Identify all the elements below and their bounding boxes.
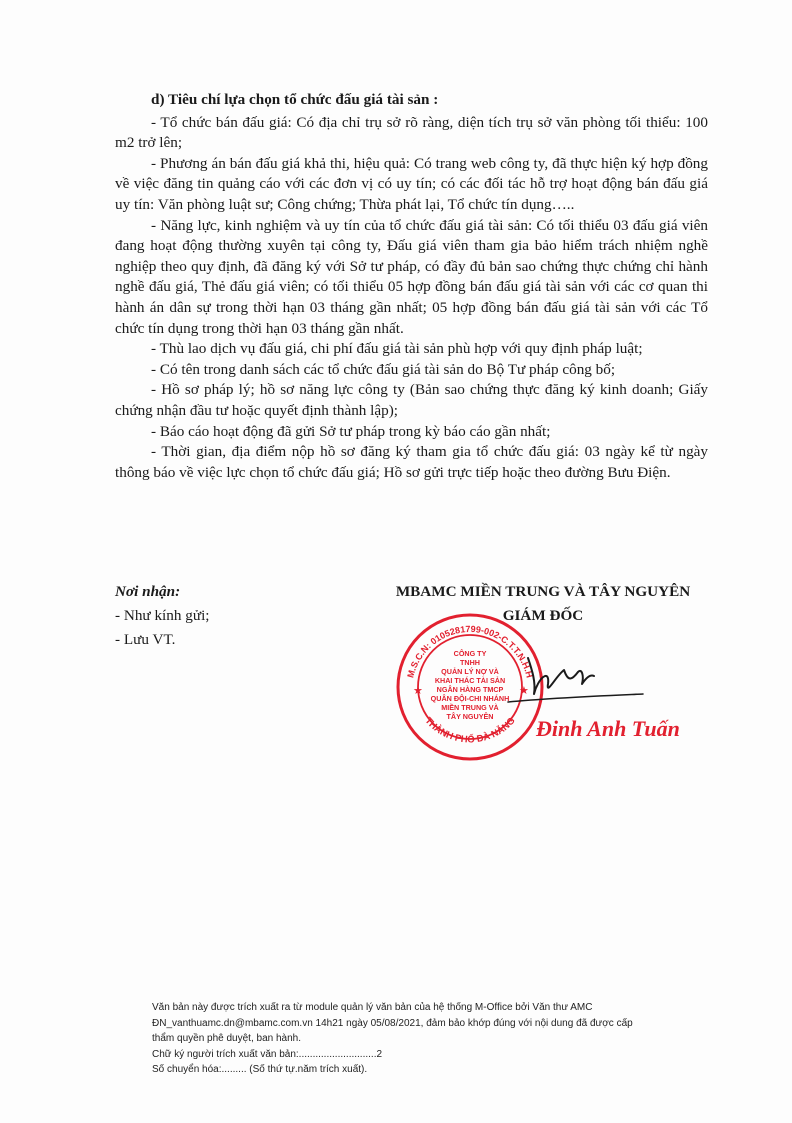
criterion-paragraph: - Hồ sơ pháp lý; hồ sơ năng lực công ty (Bản sao chứng thực đăng ký kinh doanh; Giấy chứng nhận đầu tư hoặc quyết định thành lập);: [115, 381, 708, 419]
criterion-paragraph: - Báo cáo hoạt động đã gửi Sở tư pháp trong kỳ báo cáo gần nhất;: [151, 422, 551, 440]
seal-star-icon: ★: [413, 685, 423, 697]
seal-center-line: TÂY NGUYÊN: [446, 712, 494, 721]
seal-star-icon: ★: [519, 685, 529, 697]
criterion-paragraph: - Năng lực, kinh nghiệm và uy tín của tổ chức đấu giá tài sản: Có tối thiểu 03 đấu giá viên đang hoạt động thường xuyên tại công ty, Đấu giá viên tham gia bảo hiểm trách nhiệm nghề nghiệp theo quy định, đã đăng ký với Sở tư pháp, có đầy đủ bản sao chứng thực chứng chỉ hành nghề đấu giá, Thẻ đấu giá viên; có tối thiểu 05 hợp đồng bán đấu giá tài sản với các cơ quan thi hành án dân sự trong thời hạn 03 tháng gần nhất; 05 hợp đồng bán đấu giá tài sản với các Tổ chức tín dụng trong thời hạn 03 tháng gần nhất.: [115, 216, 708, 337]
seal-center-line: QUÂN ĐỘI-CHI NHÁNH: [430, 694, 510, 703]
criterion-paragraph: - Thù lao dịch vụ đấu giá, chi phí đấu giá tài sản phù hợp với quy định pháp luật;: [151, 340, 643, 358]
seal-center-line: KHAI THÁC TÀI SẢN: [434, 676, 506, 685]
footer-line: Văn bản này được trích xuất ra từ module quản lý văn bản của hệ thống M-Office bởi Văn thư AMC: [152, 1002, 593, 1013]
handwritten-signature: [498, 640, 648, 710]
recipients-block: [115, 580, 365, 652]
recipients-title: Nơi nhận:: [115, 583, 181, 600]
extraction-footer: [152, 1000, 652, 1078]
criterion-paragraph: - Thời gian, địa điểm nộp hồ sơ đăng ký tham gia tổ chức đấu giá: 03 ngày kể từ ngày thông báo về việc lực chọn tổ chức đấu giá; Hồ sơ gửi trực tiếp hoặc theo đường Bưu Điện.: [115, 443, 708, 481]
seal-center-line: MIỀN TRUNG VÀ: [441, 703, 499, 712]
recipient-line: - Như kính gửi;: [115, 607, 210, 624]
organization-name: MBAMC MIỀN TRUNG VÀ TÂY NGUYÊN: [395, 583, 691, 600]
footer-line: Số chuyển hóa:......... (Số thứ tự.năm trích xuất).: [152, 1064, 368, 1076]
seal-center-line: NGÂN HÀNG TMCP: [436, 685, 504, 694]
seal-ring-text: M.S.C.N: 0105281799-002-C.T.T.N.H.H: [405, 623, 535, 679]
seal-center-line: CÔNG TY: [453, 649, 487, 658]
footer-line: thẩm quyền phê duyệt, ban hành.: [152, 1033, 302, 1045]
seal-city-text: THÀNH PHỐ ĐÀ NẴNG: [422, 715, 518, 746]
seal-center-line: TNHH: [460, 658, 480, 667]
signer-position: GIÁM ĐỐC: [502, 607, 584, 624]
seal-center-line: QUẢN LÝ NỢ VÀ: [441, 667, 499, 676]
footer-line: Chữ ký người trích xuất văn bản:............................2: [152, 1048, 383, 1060]
criterion-paragraph: - Có tên trong danh sách các tổ chức đấu giá tài sản do Bộ Tư pháp công bố;: [151, 360, 616, 378]
footer-line: ĐN_vanthuamc.dn@mbamc.com.vn 14h21 ngày 05/08/2021, đảm bảo khớp đúng với nội dung đã được cấp: [152, 1017, 633, 1029]
signer-name: Đinh Anh Tuấn: [536, 716, 680, 741]
section-heading: d) Tiêu chí lựa chọn tổ chức đấu giá tài sản :: [151, 91, 439, 108]
recipient-line: - Lưu VT.: [115, 631, 176, 648]
criterion-paragraph: - Tổ chức bán đấu giá: Có địa chỉ trụ sở rõ ràng, diện tích trụ sở văn phòng tối thiểu: 100 m2 trở lên;: [115, 113, 708, 152]
document-body: [115, 90, 708, 483]
criterion-paragraph: - Phương án bán đấu giá khả thi, hiệu quả: Có trang web công ty, đã thực hiện ký hợp đồng về việc đăng tin quảng cáo với các đơn vị có uy tín; có các đối tác hỗ trợ hoạt động bán đấu giá uy tín: Văn phòng luật sư; Công chứng; Thừa phát lại, Tổ chức tín dụng…..: [115, 154, 708, 213]
